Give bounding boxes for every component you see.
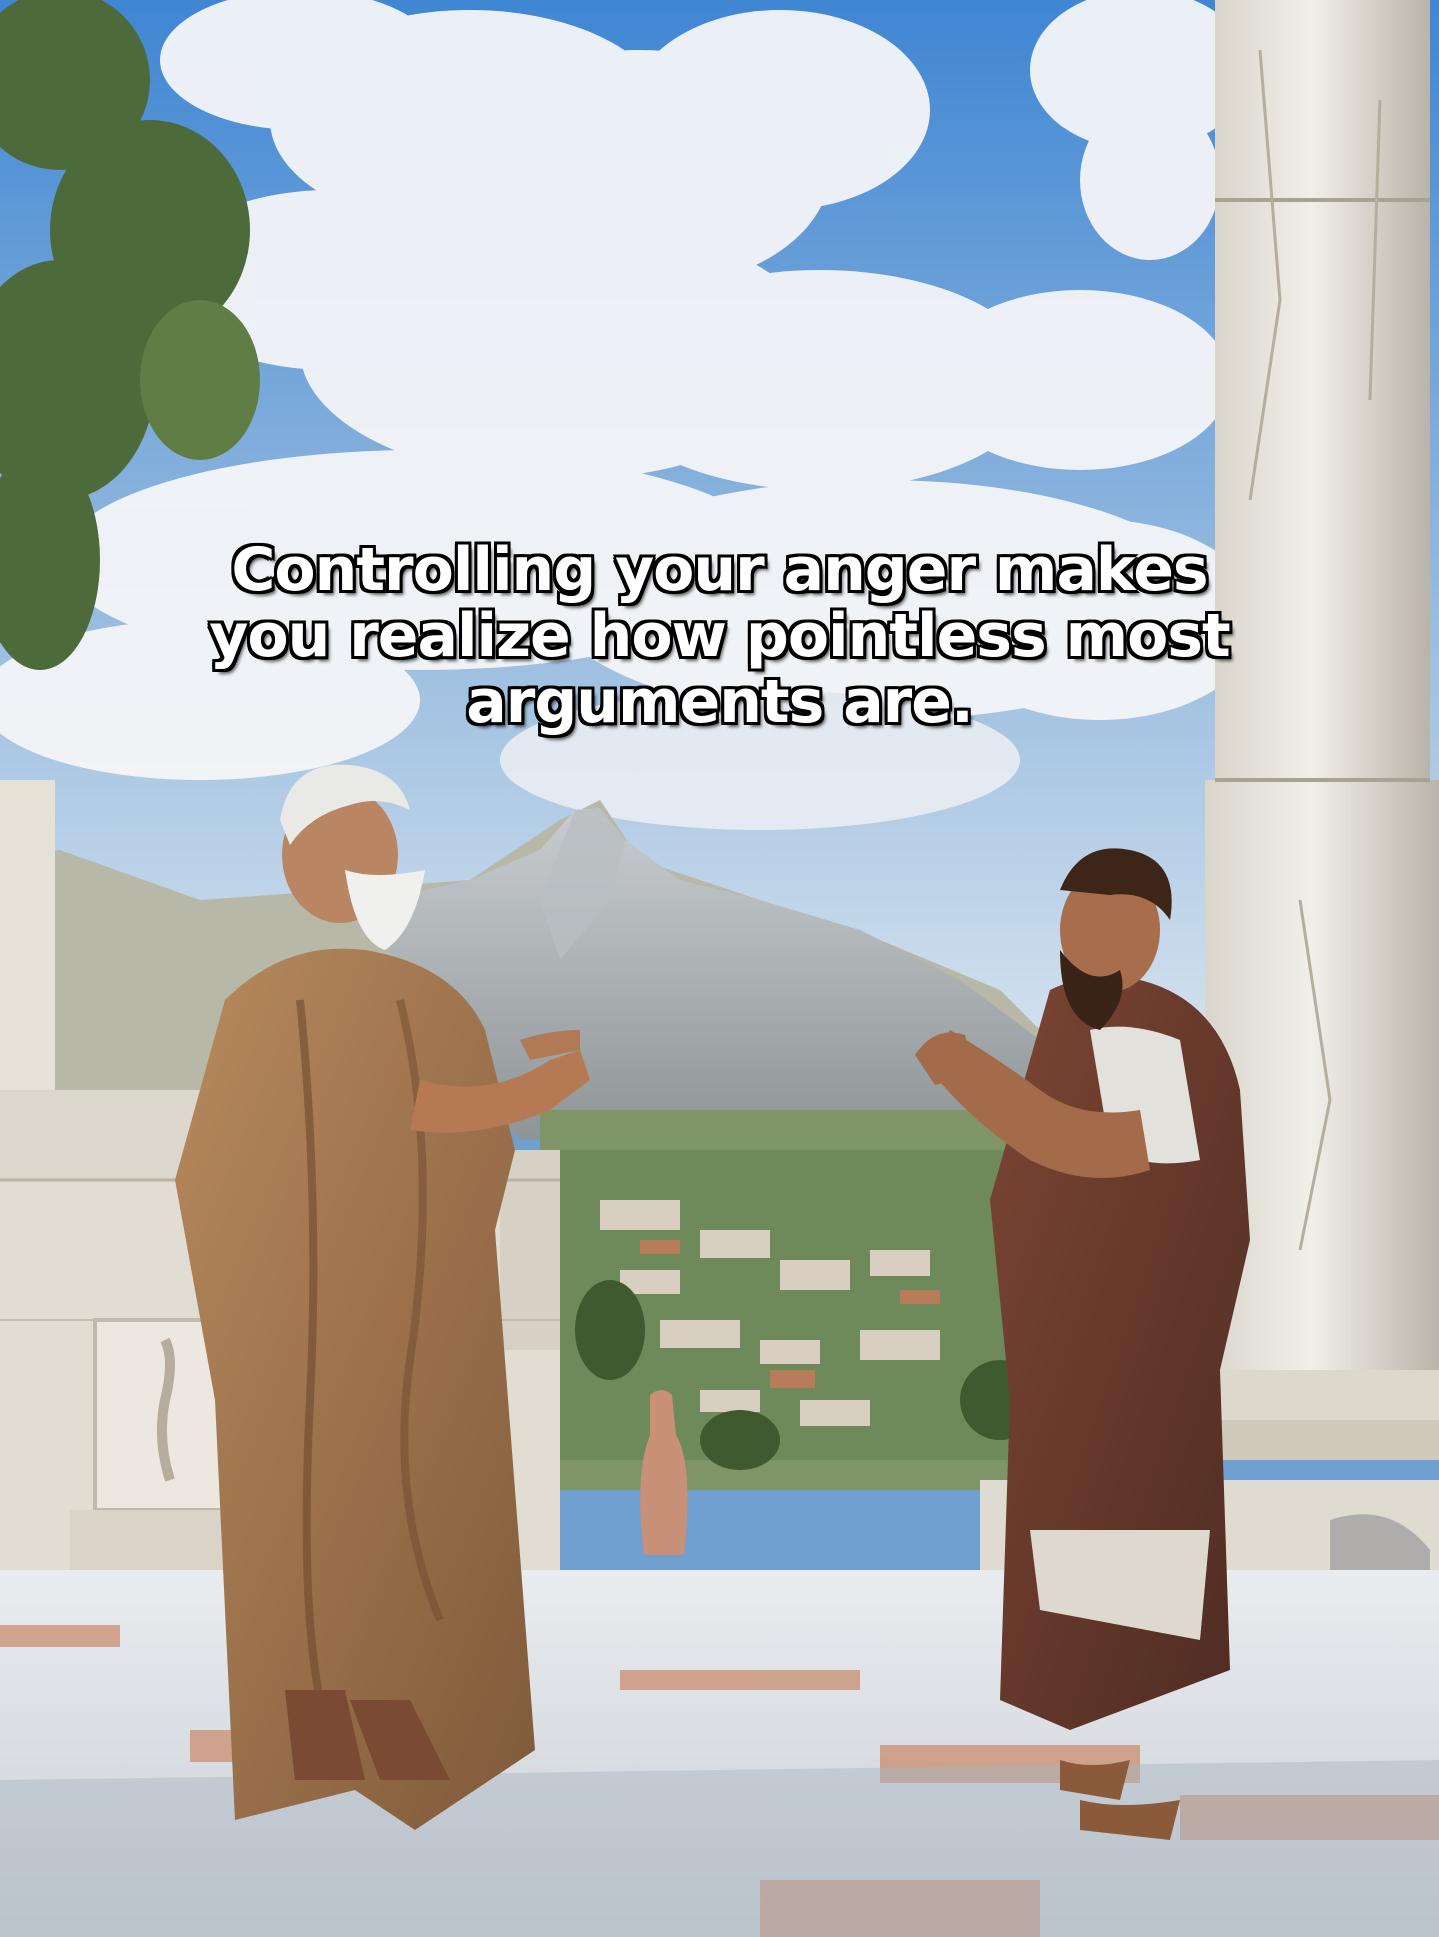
valley-city xyxy=(540,1110,1040,1490)
quote-line-1: Controlling your anger makes xyxy=(231,535,1208,605)
quote-line-2: you realize how pointless most xyxy=(209,601,1230,671)
floor-shadows xyxy=(0,1760,1439,1937)
quote-line-3: arguments are. xyxy=(466,667,973,737)
quote-caption xyxy=(0,537,1439,735)
